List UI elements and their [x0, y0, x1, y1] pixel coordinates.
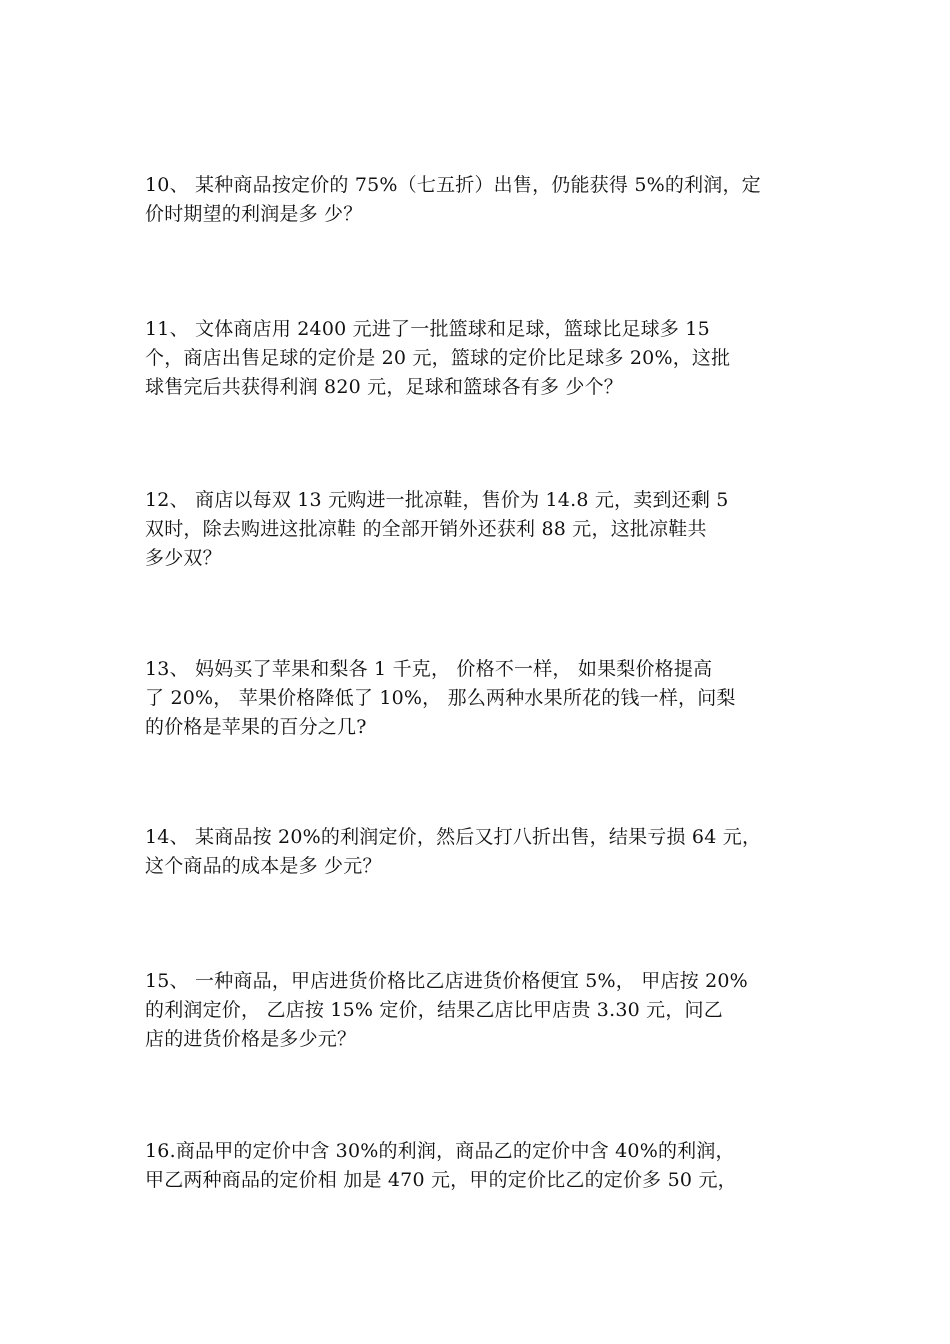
problem-11 [145, 315, 825, 402]
problem-16-line-1: 16.商品甲的定价中含 30%的利润，商品乙的定价中含 40%的利润， [145, 1140, 735, 1162]
problem-10-line-1: 10、 某种商品按定价的 75%（七五折）出售，仍能获得 5%的利润，定 [145, 174, 761, 196]
problem-16 [145, 1137, 825, 1195]
problem-11-line-1: 11、 文体商店用 2400 元进了一批篮球和足球，篮球比足球多 15 [145, 318, 710, 340]
problem-10 [145, 171, 825, 229]
problem-14-line-1: 14、 某商品按 20%的利润定价，然后又打八折出售，结果亏损 64 元， [145, 826, 762, 848]
problem-12-line-2: 双时，除去购进这批凉鞋 的全部开销外还获利 88 元，这批凉鞋共 [145, 518, 707, 540]
problem-15 [145, 967, 825, 1054]
problem-12-line-1: 12、 商店以每双 13 元购进一批凉鞋，售价为 14.8 元，卖到还剩 5 [145, 489, 729, 511]
problem-13-line-2: 了 20%， 苹果价格降低了 10%， 那么两种水果所花的钱一样，问梨 [145, 687, 736, 709]
problem-12 [145, 486, 825, 573]
problem-13-line-1: 13、 妈妈买了苹果和梨各 1 千克， 价格不一样， 如果梨价格提高 [145, 658, 713, 680]
problem-16-line-2: 甲乙两种商品的定价相 加是 470 元，甲的定价比乙的定价多 50 元， [145, 1169, 737, 1191]
problem-11-line-3: 球售完后共获得利润 820 元，足球和篮球各有多 少个？ [145, 376, 623, 398]
problem-14-line-2: 这个商品的成本是多 少元？ [145, 855, 382, 877]
problem-15-line-2: 的利润定价， 乙店按 15% 定价，结果乙店比甲店贵 3.30 元，问乙 [145, 999, 723, 1021]
problem-13 [145, 655, 825, 742]
problem-13-line-3: 的价格是苹果的百分之几? [145, 716, 367, 738]
problem-15-line-1: 15、 一种商品，甲店进货价格比乙店进货价格便宜 5%， 甲店按 20% [145, 970, 748, 992]
problem-11-line-2: 个，商店出售足球的定价是 20 元，篮球的定价比足球多 20%，这批 [145, 347, 731, 369]
problem-12-line-3: 多少双？ [145, 547, 222, 569]
problem-10-line-2: 价时期望的利润是多 少？ [145, 203, 363, 225]
problem-14 [145, 823, 825, 881]
problem-15-line-3: 店的进货价格是多少元？ [145, 1028, 357, 1050]
